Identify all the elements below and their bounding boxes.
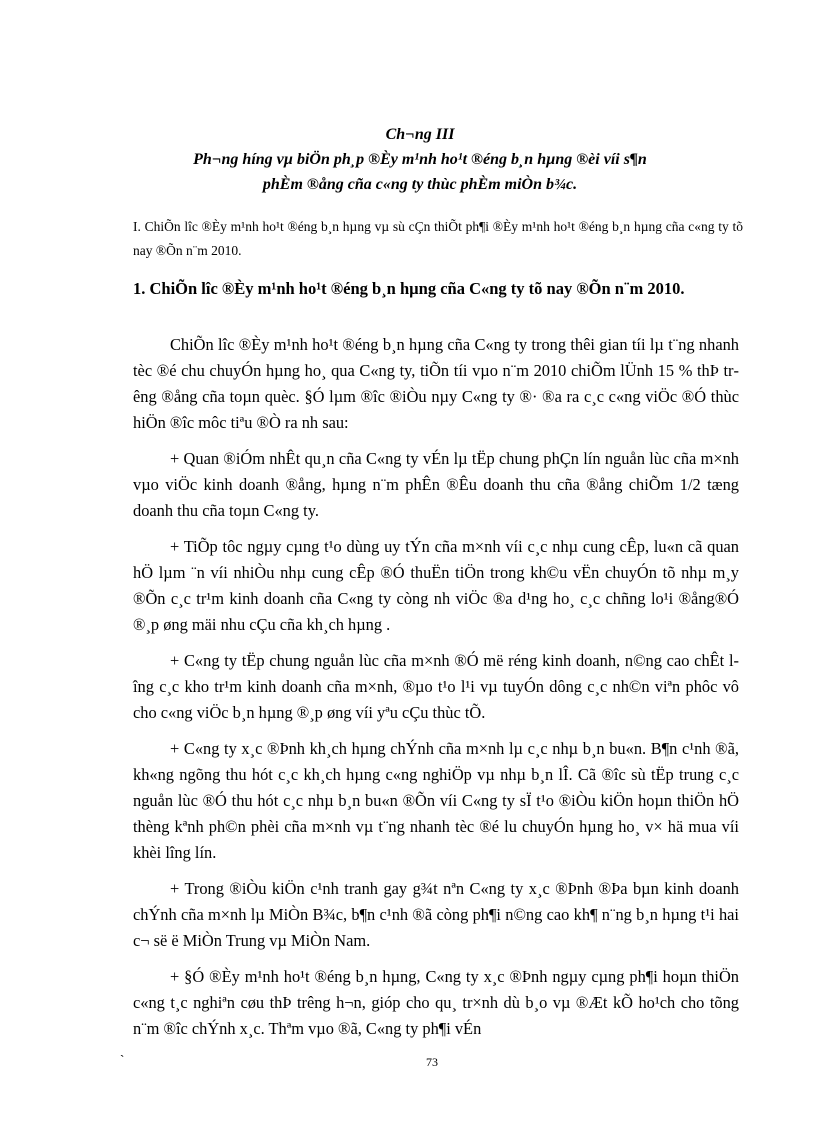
paragraph: ChiÕn lîc ®Èy m¹nh ho¹t ®éng b¸n hµng cña C«ng ty trong thêi gian tíi lµ t¨ng nhanh tèc ®é chu chuyÓn hµng ho¸ qua C«ng ty, tiÕn tíi vµo n¨m 2010 chiÕm lÜnh 15 % thÞ trêng ®ång cña toµn quèc. §Ó lµm ®îc ®iÒu nµy C«ng ty ®· ®a ra c¸c c«ng viÖc ®Ó thùc hiÖn ®îc môc tiªu ®Ò ra nh sau:: [133, 335, 739, 432]
paragraph: + TiÕp tôc ngµy cµng t¹o dùng uy tÝn cña m×nh víi c¸c nhµ cung cÊp, lu«n cã quan hÖ lµm ¨n víi nhiÒu nhµ cung cÊp ®Ó thuËn tiÖn trong kh©u vËn chuyÓn tõ nhµ m¸y ®Õn c¸c tr¹m kinh doanh cña C«ng ty còng nh viÖc ®a d¹ng ho¸ c¸c chñng lo¹i ®ång®Ó ®¸p øng mäi nhu cÇu cña kh¸ch hµng .: [133, 537, 739, 634]
footer-mark: `: [120, 1052, 125, 1067]
paragraph: + Quan ®iÓm nhÊt qu¸n cña C«ng ty vÉn lµ tËp chung phÇn lín nguån lùc cña m×nh vµo viÖc kinh doanh ®ång, hµng n¨m phÊn ®Êu doanh thu cña ®ång chiÕm 1/2 tæng doanh thu cña toµn C«ng ty.: [133, 449, 739, 520]
page-number: 73: [426, 1055, 438, 1069]
paragraph: + C«ng ty x¸c ®Þnh kh¸ch hµng chÝnh cña m×nh lµ c¸c nhµ b¸n bu«n. B¶n c¹nh ®ã, kh«ng ngõng thu hót c¸c kh¸ch hµng c«ng nghiÖp vµ nhµ b¸n lÎ. Cã ®îc sù tËp trung c¸c nguån lùc ®Ó thu hót c¸c nhµ b¸n bu«n ®Õn víi C«ng ty sÏ t¹o ®iÒu kiÖn hoµn thiÖn hÖ thèng kªnh ph©n phèi cña m×nh vµ t¨ng nhanh tèc ®é lu chuyÓn hµng ho¸ v× hä mua víi khèi lîng lín.: [133, 739, 739, 862]
chapter-heading-line-1: Ph¬ng híng vµ biÖn ph¸p ®Èy m¹nh ho¹t ®éng b¸n hµng ®èi víi s¶n: [193, 151, 647, 168]
chapter-heading-line-2: phÈm ®ång cña c«ng ty thùc phÈm miÒn b¾c.: [262, 176, 578, 193]
subsection-heading: 1. ChiÕn lîc ®Èy m¹nh ho¹t ®éng b¸n hµng cña C«ng ty tõ nay ®Õn n¨m 2010.: [133, 279, 685, 298]
chapter-title: Ch¬ng III: [385, 126, 455, 143]
paragraph: + §Ó ®Èy m¹nh ho¹t ®éng b¸n hµng, C«ng ty x¸c ®Þnh ngµy cµng ph¶i hoµn thiÖn c«ng t¸c nghiªn cøu thÞ trêng h¬n, gióp cho qu¸ tr×nh dù b¸o vµ ®Æt kÕ ho¹ch cho tõng n¨m ®îc chÝnh x¸c. Thªm vµo ®ã, C«ng ty ph¶i vÉn: [133, 967, 739, 1038]
paragraph: + Trong ®iÒu kiÖn c¹nh tranh gay g¾t nªn C«ng ty x¸c ®Þnh ®Þa bµn kinh doanh chÝnh cña m×nh lµ MiÒn B¾c, b¶n c¹nh ®ã còng ph¶i n©ng cao kh¶ n¨ng b¸n hµng t¹i hai c¬ së ë MiÒn Trung vµ MiÒn Nam.: [133, 879, 739, 950]
section-heading: I. ChiÕn lîc ®Èy m¹nh ho¹t ®éng b¸n hµng vµ sù cÇn thiÕt ph¶i ®Èy m¹nh ho¹t ®éng b¸n hµng cña c«ng ty tõ nay ®Õn n¨m 2010.: [133, 219, 743, 258]
body-text: [133, 332, 739, 1052]
paragraph: + C«ng ty tËp chung nguån lùc cña m×nh ®Ó më réng kinh doanh, n©ng cao chÊt lîng c¸c kho tr¹m kinh doanh cña m×nh, ®µo t¹o l¹i vµ tuyÓn dông c¸c nh©n viªn phôc vô cho c«ng viÖc b¸n hµng ®¸p øng víi yªu cÇu thùc tÕ.: [133, 651, 739, 722]
